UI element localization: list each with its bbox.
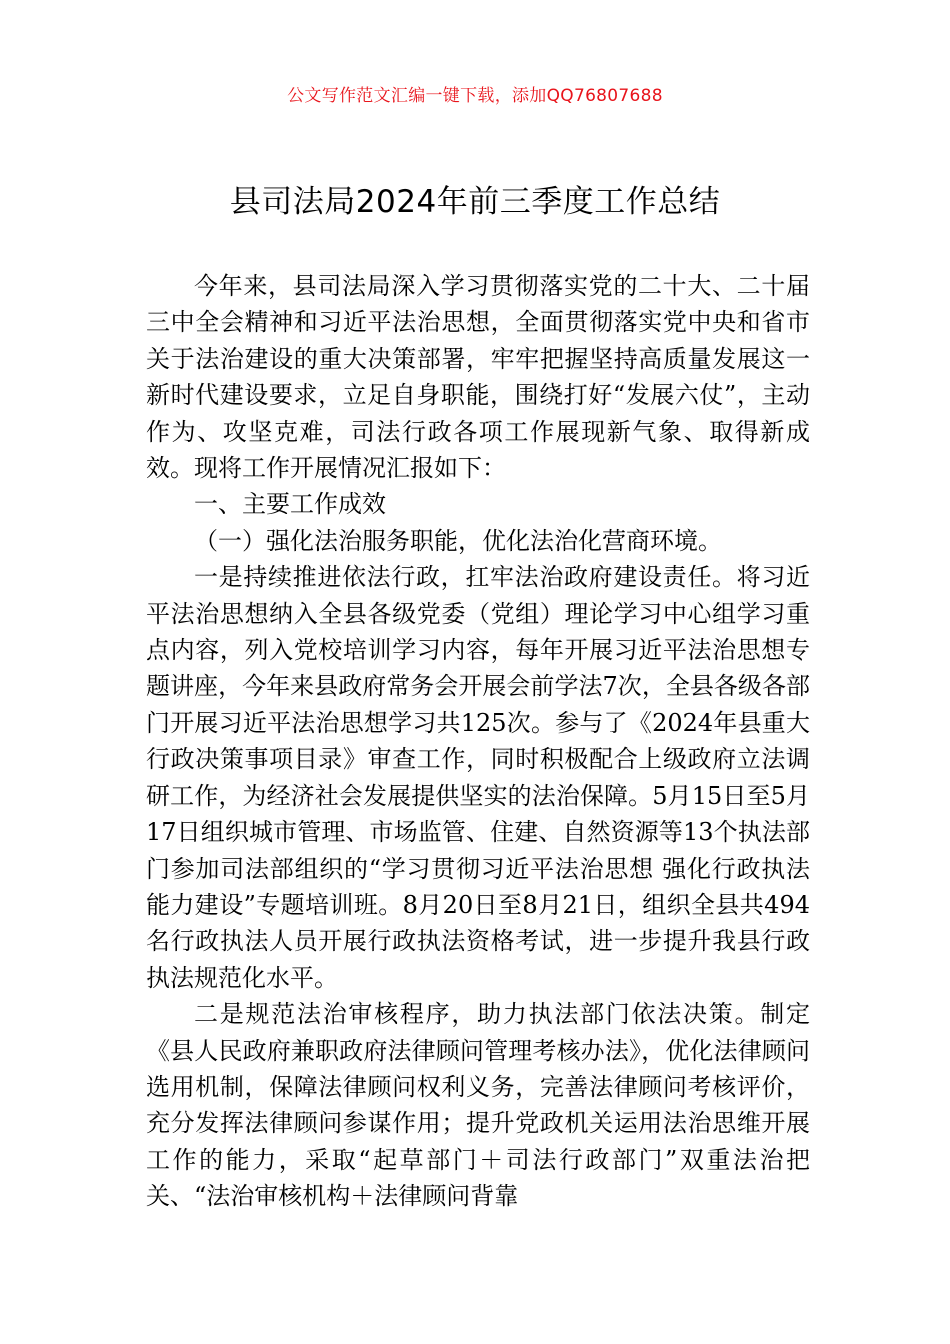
body-paragraph: 二是规范法治审核程序，助力执法部门依法决策。制定《县人民政府兼职政府法律顾问管理考核办法》，优化法律顾问选用机制，保障法律顾问权利义务，完善法律顾问考核评价，充分发挥法律顾问参谋作用；提升党政机关运用法治思维开展工作的能力，采取“起草部门＋司法行政部门”双重法治把关、“法治审核机构＋法律顾问背靠 [146,1000,810,1211]
download-banner: 公文写作范文汇编一键下载，添加QQ76807688 [287,86,663,106]
document-title: 县司法局2024年前三季度工作总结 [229,184,721,220]
intro-paragraph: 今年来，县司法局深入学习贯彻落实党的二十大、二十届三中全会精神和习近平法治思想，全面贯彻落实党中央和省市关于法治建设的重大决策部署，牢牢把握坚持高质量发展这一新时代建设要求，立足自身职能，围绕打好“发展六仗”，主动作为、攻坚克难，司法行政各项工作展现新气象、取得新成效。现将工作开展情况汇报如下： [146,272,810,483]
subsection-heading: （一）强化法治服务职能，优化法治化营商环境。 [194,526,722,555]
document-body [146,268,810,1215]
section-heading: 一、主要工作成效 [194,490,386,519]
body-paragraph: 一是持续推进依法行政，扛牢法治政府建设责任。将习近平法治思想纳入全县各级党委（党组）理论学习中心组学习重点内容，列入党校培训学习内容，每年开展习近平法治思想专题讲座，今年来县政府常务会开展会前学法7次，全县各级各部门开展习近平法治思想学习共125次。参与了《2024年县重大行政决策事项目录》审查工作，同时积极配合上级政府立法调研工作，为经济社会发展提供坚实的法治保障。5月15日至5月17日组织城市管理、市场监管、住建、自然资源等13个执法部门参加司法部组织的“学习贯彻习近平法治思想 强化行政执法能力建设”专题培训班。8月20日至8月21日，组织全县共494名行政执法人员开展行政执法资格考试，进一步提升我县行政执法规范化水平。 [146,563,810,992]
